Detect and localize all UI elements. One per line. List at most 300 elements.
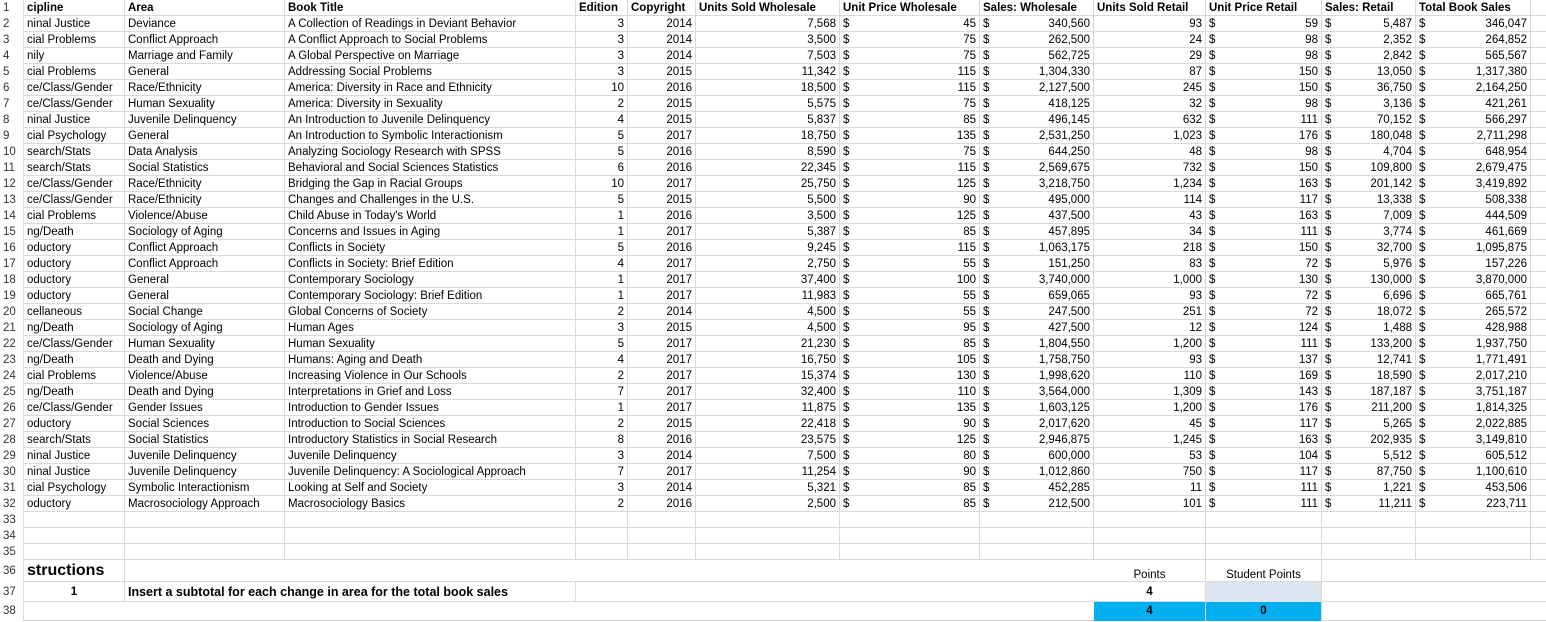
cell-title[interactable]: A Collection of Readings in Deviant Behavior — [285, 16, 576, 32]
cell-units-retail[interactable]: 43 — [1094, 208, 1206, 224]
cell-sales-wholesale[interactable] — [980, 288, 1094, 304]
cell-discipline[interactable]: cial Problems — [24, 64, 125, 80]
cell-units-wholesale[interactable]: 3,500 — [696, 32, 840, 48]
row-number[interactable]: 23 — [0, 352, 24, 368]
cell-copyright[interactable]: 2017 — [628, 256, 696, 272]
cell-sales-retail[interactable] — [1322, 336, 1416, 352]
empty-cell[interactable] — [840, 528, 980, 544]
cell-area[interactable]: Human Sexuality — [125, 336, 285, 352]
row-number[interactable]: 29 — [0, 448, 24, 464]
cell-edition[interactable]: 1 — [576, 208, 628, 224]
row-number[interactable]: 11 — [0, 160, 24, 176]
cell-title[interactable]: A Conflict Approach to Social Problems — [285, 32, 576, 48]
empty-cell[interactable] — [125, 544, 285, 560]
empty-cell[interactable] — [696, 544, 840, 560]
cell-sales-retail[interactable] — [1322, 448, 1416, 464]
empty-cell[interactable] — [840, 544, 980, 560]
cell-area[interactable]: Social Sciences — [125, 416, 285, 432]
cell-title[interactable]: Behavioral and Social Sciences Statistics — [285, 160, 576, 176]
row-number[interactable]: 3 — [0, 32, 24, 48]
empty-cell[interactable] — [628, 528, 696, 544]
row-number[interactable]: 36 — [0, 560, 24, 582]
cell-discipline[interactable]: ng/Death — [24, 320, 125, 336]
cell-discipline[interactable]: ce/Class/Gender — [24, 192, 125, 208]
cell-sales-wholesale[interactable] — [980, 256, 1094, 272]
cell-units-wholesale[interactable]: 11,342 — [696, 64, 840, 80]
cell-title[interactable]: A Global Perspective on Marriage — [285, 48, 576, 64]
row-number[interactable]: 9 — [0, 128, 24, 144]
col-header-area[interactable]: Area — [125, 0, 285, 16]
cell-sales-retail[interactable] — [1322, 160, 1416, 176]
cell-edition[interactable]: 3 — [576, 16, 628, 32]
cell-title[interactable]: Child Abuse in Today's World — [285, 208, 576, 224]
cell-area[interactable]: Data Analysis — [125, 144, 285, 160]
cell-title[interactable]: Contemporary Sociology — [285, 272, 576, 288]
cell-price-retail[interactable] — [1206, 496, 1322, 512]
cell-edition[interactable]: 4 — [576, 112, 628, 128]
cell-total-sales[interactable] — [1416, 480, 1531, 496]
col-header-price-retail[interactable]: Unit Price Retail — [1206, 0, 1322, 16]
cell-price-wholesale[interactable] — [840, 144, 980, 160]
cell-units-retail[interactable]: 750 — [1094, 464, 1206, 480]
cell-discipline[interactable]: cial Problems — [24, 208, 125, 224]
col-header-title[interactable]: Book Title — [285, 0, 576, 16]
cell-total-sales[interactable] — [1416, 288, 1531, 304]
cell-price-wholesale[interactable] — [840, 304, 980, 320]
cell-total-sales[interactable] — [1416, 304, 1531, 320]
cell-units-retail[interactable]: 24 — [1094, 32, 1206, 48]
cell-price-retail[interactable] — [1206, 128, 1322, 144]
cell-price-retail[interactable] — [1206, 224, 1322, 240]
cell-title[interactable]: Introduction to Gender Issues — [285, 400, 576, 416]
cell-price-wholesale[interactable] — [840, 352, 980, 368]
cell-sales-wholesale[interactable] — [980, 496, 1094, 512]
cell-price-retail[interactable] — [1206, 96, 1322, 112]
cell-discipline[interactable]: ninal Justice — [24, 112, 125, 128]
empty-cell[interactable] — [24, 528, 125, 544]
cell-units-wholesale[interactable]: 4,500 — [696, 320, 840, 336]
cell-units-retail[interactable]: 93 — [1094, 16, 1206, 32]
empty-cell[interactable] — [1416, 512, 1531, 528]
cell-total-sales[interactable] — [1416, 144, 1531, 160]
cell-sales-retail[interactable] — [1322, 320, 1416, 336]
cell-discipline[interactable]: cial Psychology — [24, 128, 125, 144]
cell-area[interactable]: General — [125, 272, 285, 288]
cell-sales-retail[interactable] — [1322, 240, 1416, 256]
cell-total-sales[interactable] — [1416, 256, 1531, 272]
row-number[interactable]: 34 — [0, 528, 24, 544]
cell-price-retail[interactable] — [1206, 400, 1322, 416]
cell-units-wholesale[interactable]: 5,500 — [696, 192, 840, 208]
cell-area[interactable]: Gender Issues — [125, 400, 285, 416]
cell-sales-retail[interactable] — [1322, 288, 1416, 304]
empty-cell[interactable] — [696, 512, 840, 528]
cell-copyright[interactable]: 2017 — [628, 272, 696, 288]
cell-area[interactable]: Social Statistics — [125, 432, 285, 448]
cell-discipline[interactable]: oductory — [24, 496, 125, 512]
cell-units-retail[interactable]: 101 — [1094, 496, 1206, 512]
cell-title[interactable]: Contemporary Sociology: Brief Edition — [285, 288, 576, 304]
cell-sales-retail[interactable] — [1322, 192, 1416, 208]
cell-copyright[interactable]: 2015 — [628, 96, 696, 112]
cell-area[interactable]: Sociology of Aging — [125, 320, 285, 336]
cell-units-wholesale[interactable]: 5,837 — [696, 112, 840, 128]
cell-discipline[interactable]: oductory — [24, 288, 125, 304]
cell-total-sales[interactable] — [1416, 16, 1531, 32]
cell-copyright[interactable]: 2014 — [628, 16, 696, 32]
col-header-sales-retail[interactable]: Sales: Retail — [1322, 0, 1416, 16]
cell-total-sales[interactable] — [1416, 352, 1531, 368]
cell-edition[interactable]: 2 — [576, 496, 628, 512]
cell-units-wholesale[interactable]: 7,568 — [696, 16, 840, 32]
cell-sales-wholesale[interactable] — [980, 272, 1094, 288]
empty-cell[interactable] — [1322, 544, 1416, 560]
cell-edition[interactable]: 7 — [576, 384, 628, 400]
cell-total-sales[interactable] — [1416, 112, 1531, 128]
empty-cell[interactable] — [24, 512, 125, 528]
cell-total-sales[interactable] — [1416, 176, 1531, 192]
cell-price-retail[interactable] — [1206, 384, 1322, 400]
cell-sales-wholesale[interactable] — [980, 448, 1094, 464]
cell-price-wholesale[interactable] — [840, 48, 980, 64]
cell-area[interactable]: Sociology of Aging — [125, 224, 285, 240]
cell-sales-wholesale[interactable] — [980, 112, 1094, 128]
cell-price-retail[interactable] — [1206, 32, 1322, 48]
cell-copyright[interactable]: 2015 — [628, 320, 696, 336]
cell-units-retail[interactable]: 11 — [1094, 480, 1206, 496]
cell-copyright[interactable]: 2017 — [628, 464, 696, 480]
cell-sales-retail[interactable] — [1322, 256, 1416, 272]
cell-area[interactable]: Death and Dying — [125, 384, 285, 400]
cell-edition[interactable]: 1 — [576, 224, 628, 240]
cell-price-wholesale[interactable] — [840, 432, 980, 448]
row-number[interactable]: 16 — [0, 240, 24, 256]
cell-sales-wholesale[interactable] — [980, 464, 1094, 480]
cell-title[interactable]: Introductory Statistics in Social Research — [285, 432, 576, 448]
cell-copyright[interactable]: 2014 — [628, 48, 696, 64]
col-header-price-wholesale[interactable]: Unit Price Wholesale — [840, 0, 980, 16]
cell-title[interactable]: Juvenile Delinquency — [285, 448, 576, 464]
cell-title[interactable]: Increasing Violence in Our Schools — [285, 368, 576, 384]
cell-area[interactable]: Conflict Approach — [125, 240, 285, 256]
cell-units-wholesale[interactable]: 15,374 — [696, 368, 840, 384]
cell-title[interactable]: An Introduction to Juvenile Delinquency — [285, 112, 576, 128]
cell-area[interactable]: Death and Dying — [125, 352, 285, 368]
cell-sales-retail[interactable] — [1322, 304, 1416, 320]
cell-copyright[interactable]: 2015 — [628, 112, 696, 128]
cell-copyright[interactable]: 2014 — [628, 304, 696, 320]
cell-price-wholesale[interactable] — [840, 496, 980, 512]
row-number[interactable]: 13 — [0, 192, 24, 208]
cell-discipline[interactable]: oductory — [24, 240, 125, 256]
cell-price-wholesale[interactable] — [840, 256, 980, 272]
cell-sales-retail[interactable] — [1322, 400, 1416, 416]
cell-total-sales[interactable] — [1416, 464, 1531, 480]
cell-sales-wholesale[interactable] — [980, 432, 1094, 448]
cell-units-retail[interactable]: 29 — [1094, 48, 1206, 64]
cell-copyright[interactable]: 2017 — [628, 288, 696, 304]
cell-discipline[interactable]: cial Problems — [24, 368, 125, 384]
cell-sales-wholesale[interactable] — [980, 400, 1094, 416]
empty-cell[interactable] — [980, 528, 1094, 544]
cell-sales-wholesale[interactable] — [980, 224, 1094, 240]
cell-units-wholesale[interactable]: 37,400 — [696, 272, 840, 288]
row-number[interactable]: 28 — [0, 432, 24, 448]
cell-units-wholesale[interactable]: 7,503 — [696, 48, 840, 64]
cell-title[interactable]: Conflicts in Society: Brief Edition — [285, 256, 576, 272]
cell-title[interactable]: Addressing Social Problems — [285, 64, 576, 80]
cell-area[interactable]: Marriage and Family — [125, 48, 285, 64]
cell-area[interactable]: Human Sexuality — [125, 96, 285, 112]
cell-sales-wholesale[interactable] — [980, 192, 1094, 208]
row-number[interactable]: 1 — [0, 0, 24, 16]
cell-price-wholesale[interactable] — [840, 480, 980, 496]
empty-cell[interactable] — [285, 528, 576, 544]
cell-sales-wholesale[interactable] — [980, 80, 1094, 96]
cell-title[interactable]: America: Diversity in Sexuality — [285, 96, 576, 112]
cell-copyright[interactable]: 2017 — [628, 336, 696, 352]
cell-price-wholesale[interactable] — [840, 272, 980, 288]
empty-cell[interactable] — [24, 544, 125, 560]
cell-sales-retail[interactable] — [1322, 464, 1416, 480]
cell-units-retail[interactable]: 1,234 — [1094, 176, 1206, 192]
cell-edition[interactable]: 4 — [576, 352, 628, 368]
cell-area[interactable]: Social Statistics — [125, 160, 285, 176]
cell-discipline[interactable]: ng/Death — [24, 384, 125, 400]
cell-copyright[interactable]: 2015 — [628, 64, 696, 80]
cell-total-sales[interactable] — [1416, 400, 1531, 416]
cell-edition[interactable]: 5 — [576, 336, 628, 352]
empty-cell[interactable] — [1322, 528, 1416, 544]
empty-cell[interactable] — [576, 528, 628, 544]
cell-units-retail[interactable]: 87 — [1094, 64, 1206, 80]
cell-title[interactable]: Introduction to Social Sciences — [285, 416, 576, 432]
row-number[interactable]: 6 — [0, 80, 24, 96]
cell-total-sales[interactable] — [1416, 160, 1531, 176]
cell-edition[interactable]: 1 — [576, 400, 628, 416]
cell-edition[interactable]: 3 — [576, 480, 628, 496]
row-number[interactable]: 15 — [0, 224, 24, 240]
cell-units-retail[interactable]: 632 — [1094, 112, 1206, 128]
row-number[interactable]: 19 — [0, 288, 24, 304]
row-number[interactable]: 17 — [0, 256, 24, 272]
empty-cell[interactable] — [696, 528, 840, 544]
cell-price-retail[interactable] — [1206, 208, 1322, 224]
cell-units-wholesale[interactable]: 16,750 — [696, 352, 840, 368]
cell-price-retail[interactable] — [1206, 112, 1322, 128]
row-number[interactable]: 14 — [0, 208, 24, 224]
col-header-sales-wholesale[interactable]: Sales: Wholesale — [980, 0, 1094, 16]
row-number[interactable]: 32 — [0, 496, 24, 512]
cell-sales-retail[interactable] — [1322, 368, 1416, 384]
cell-area[interactable]: Macrosociology Approach — [125, 496, 285, 512]
empty-cell[interactable] — [840, 512, 980, 528]
cell-total-sales[interactable] — [1416, 432, 1531, 448]
cell-units-retail[interactable]: 1,200 — [1094, 400, 1206, 416]
empty-cell[interactable] — [1094, 512, 1206, 528]
cell-price-retail[interactable] — [1206, 64, 1322, 80]
cell-price-wholesale[interactable] — [840, 160, 980, 176]
cell-total-sales[interactable] — [1416, 416, 1531, 432]
cell-total-sales[interactable] — [1416, 128, 1531, 144]
cell-title[interactable]: Conflicts in Society — [285, 240, 576, 256]
cell-sales-wholesale[interactable] — [980, 320, 1094, 336]
cell-edition[interactable]: 4 — [576, 256, 628, 272]
cell-price-retail[interactable] — [1206, 272, 1322, 288]
cell-sales-retail[interactable] — [1322, 128, 1416, 144]
cell-discipline[interactable]: search/Stats — [24, 160, 125, 176]
cell-price-wholesale[interactable] — [840, 400, 980, 416]
cell-total-sales[interactable] — [1416, 224, 1531, 240]
cell-units-wholesale[interactable]: 5,321 — [696, 480, 840, 496]
cell-total-sales[interactable] — [1416, 272, 1531, 288]
empty-cell[interactable] — [1322, 512, 1416, 528]
cell-edition[interactable]: 5 — [576, 240, 628, 256]
cell-discipline[interactable]: cial Problems — [24, 32, 125, 48]
cell-price-wholesale[interactable] — [840, 224, 980, 240]
cell-price-retail[interactable] — [1206, 160, 1322, 176]
cell-units-wholesale[interactable]: 11,875 — [696, 400, 840, 416]
cell-price-retail[interactable] — [1206, 416, 1322, 432]
cell-copyright[interactable]: 2015 — [628, 192, 696, 208]
row-number[interactable]: 5 — [0, 64, 24, 80]
cell-price-retail[interactable] — [1206, 336, 1322, 352]
cell-total-sales[interactable] — [1416, 336, 1531, 352]
cell-units-retail[interactable]: 218 — [1094, 240, 1206, 256]
cell-copyright[interactable]: 2016 — [628, 432, 696, 448]
cell-copyright[interactable]: 2017 — [628, 176, 696, 192]
cell-units-retail[interactable]: 93 — [1094, 288, 1206, 304]
cell-copyright[interactable]: 2016 — [628, 144, 696, 160]
cell-edition[interactable]: 1 — [576, 288, 628, 304]
cell-copyright[interactable]: 2017 — [628, 128, 696, 144]
cell-title[interactable]: Juvenile Delinquency: A Sociological Approach — [285, 464, 576, 480]
cell-copyright[interactable]: 2017 — [628, 352, 696, 368]
cell-price-retail[interactable] — [1206, 256, 1322, 272]
row-number[interactable]: 30 — [0, 464, 24, 480]
cell-area[interactable]: Conflict Approach — [125, 32, 285, 48]
cell-price-retail[interactable] — [1206, 480, 1322, 496]
cell-area[interactable]: Race/Ethnicity — [125, 176, 285, 192]
empty-cell[interactable] — [285, 512, 576, 528]
row-number[interactable]: 38 — [0, 602, 24, 621]
student-points-input[interactable] — [1206, 582, 1322, 602]
cell-sales-wholesale[interactable] — [980, 48, 1094, 64]
cell-price-wholesale[interactable] — [840, 416, 980, 432]
cell-sales-wholesale[interactable] — [980, 304, 1094, 320]
empty-cell[interactable] — [125, 512, 285, 528]
cell-price-wholesale[interactable] — [840, 32, 980, 48]
cell-price-retail[interactable] — [1206, 368, 1322, 384]
cell-title[interactable]: Macrosociology Basics — [285, 496, 576, 512]
cell-units-wholesale[interactable]: 11,254 — [696, 464, 840, 480]
empty-cell[interactable] — [1094, 544, 1206, 560]
cell-price-wholesale[interactable] — [840, 176, 980, 192]
cell-units-retail[interactable]: 110 — [1094, 368, 1206, 384]
cell-edition[interactable]: 8 — [576, 432, 628, 448]
cell-area[interactable]: Juvenile Delinquency — [125, 464, 285, 480]
cell-units-retail[interactable]: 1,309 — [1094, 384, 1206, 400]
cell-units-wholesale[interactable]: 5,387 — [696, 224, 840, 240]
cell-price-wholesale[interactable] — [840, 288, 980, 304]
cell-title[interactable]: An Introduction to Symbolic Interactionism — [285, 128, 576, 144]
cell-price-retail[interactable] — [1206, 240, 1322, 256]
cell-price-wholesale[interactable] — [840, 368, 980, 384]
cell-area[interactable]: Juvenile Delinquency — [125, 448, 285, 464]
cell-sales-retail[interactable] — [1322, 432, 1416, 448]
cell-total-sales[interactable] — [1416, 48, 1531, 64]
cell-units-wholesale[interactable]: 22,418 — [696, 416, 840, 432]
cell-price-retail[interactable] — [1206, 352, 1322, 368]
row-number[interactable]: 4 — [0, 48, 24, 64]
cell-units-retail[interactable]: 93 — [1094, 352, 1206, 368]
cell-edition[interactable]: 10 — [576, 176, 628, 192]
empty-cell[interactable] — [1094, 528, 1206, 544]
cell-area[interactable]: Social Change — [125, 304, 285, 320]
cell-units-wholesale[interactable]: 4,500 — [696, 304, 840, 320]
row-number[interactable]: 25 — [0, 384, 24, 400]
cell-title[interactable]: Analyzing Sociology Research with SPSS — [285, 144, 576, 160]
cell-units-retail[interactable]: 251 — [1094, 304, 1206, 320]
cell-units-retail[interactable]: 34 — [1094, 224, 1206, 240]
cell-units-wholesale[interactable]: 8,590 — [696, 144, 840, 160]
cell-area[interactable]: Race/Ethnicity — [125, 192, 285, 208]
cell-price-retail[interactable] — [1206, 48, 1322, 64]
empty-cell[interactable] — [1206, 512, 1322, 528]
cell-area[interactable]: General — [125, 64, 285, 80]
cell-sales-retail[interactable] — [1322, 64, 1416, 80]
row-number[interactable]: 7 — [0, 96, 24, 112]
cell-price-wholesale[interactable] — [840, 16, 980, 32]
cell-edition[interactable]: 7 — [576, 464, 628, 480]
cell-units-wholesale[interactable]: 25,750 — [696, 176, 840, 192]
cell-copyright[interactable]: 2017 — [628, 400, 696, 416]
cell-edition[interactable]: 3 — [576, 32, 628, 48]
cell-copyright[interactable]: 2016 — [628, 240, 696, 256]
cell-units-retail[interactable]: 48 — [1094, 144, 1206, 160]
cell-edition[interactable]: 2 — [576, 368, 628, 384]
cell-title[interactable]: Changes and Challenges in the U.S. — [285, 192, 576, 208]
cell-units-wholesale[interactable]: 5,575 — [696, 96, 840, 112]
cell-units-wholesale[interactable]: 7,500 — [696, 448, 840, 464]
cell-copyright[interactable]: 2016 — [628, 496, 696, 512]
cell-area[interactable]: General — [125, 128, 285, 144]
empty-cell[interactable] — [1206, 528, 1322, 544]
cell-units-retail[interactable]: 245 — [1094, 80, 1206, 96]
cell-units-retail[interactable]: 1,023 — [1094, 128, 1206, 144]
cell-discipline[interactable]: oductory — [24, 256, 125, 272]
cell-sales-retail[interactable] — [1322, 96, 1416, 112]
cell-copyright[interactable]: 2014 — [628, 448, 696, 464]
cell-area[interactable]: General — [125, 288, 285, 304]
cell-area[interactable]: Violence/Abuse — [125, 368, 285, 384]
cell-price-wholesale[interactable] — [840, 240, 980, 256]
cell-units-wholesale[interactable]: 2,750 — [696, 256, 840, 272]
cell-sales-wholesale[interactable] — [980, 64, 1094, 80]
cell-price-wholesale[interactable] — [840, 464, 980, 480]
cell-price-retail[interactable] — [1206, 192, 1322, 208]
cell-price-wholesale[interactable] — [840, 448, 980, 464]
cell-sales-retail[interactable] — [1322, 208, 1416, 224]
cell-price-wholesale[interactable] — [840, 128, 980, 144]
cell-discipline[interactable]: ce/Class/Gender — [24, 80, 125, 96]
empty-cell[interactable] — [1416, 544, 1531, 560]
cell-sales-wholesale[interactable] — [980, 336, 1094, 352]
cell-edition[interactable]: 2 — [576, 304, 628, 320]
cell-sales-retail[interactable] — [1322, 48, 1416, 64]
cell-price-wholesale[interactable] — [840, 208, 980, 224]
cell-total-sales[interactable] — [1416, 496, 1531, 512]
